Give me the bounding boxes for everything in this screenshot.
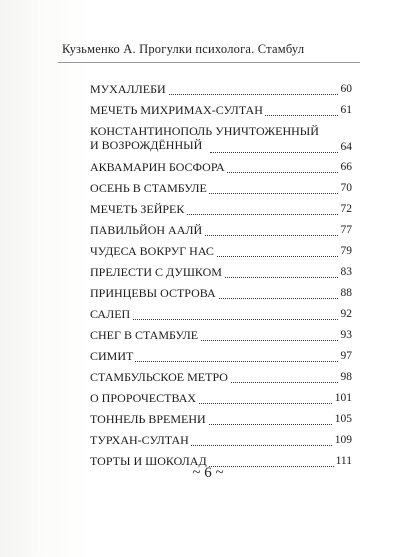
toc-page-number: 64: [340, 141, 352, 153]
dot-leader: [210, 152, 352, 153]
toc-page-number: 77: [340, 224, 352, 236]
toc-title: АКВАМАРИН БОСФОРА: [90, 160, 225, 174]
toc-page-number: 109: [334, 434, 352, 446]
toc-entry: [90, 349, 352, 363]
toc-page-number: 92: [340, 308, 352, 320]
toc-entry: [90, 286, 352, 300]
toc-title: ПАВИЛЬЙОН ААЛЙ: [90, 223, 203, 237]
toc-page-number: 88: [340, 287, 352, 299]
page-number-folio: ~ 6 ~: [192, 465, 224, 481]
toc-title: ТУРХАН-СУЛТАН: [90, 433, 189, 447]
toc-title: САЛЕП: [90, 307, 131, 321]
toc-page-number: 72: [340, 203, 352, 215]
toc-page-number: 105: [334, 413, 352, 425]
toc-page-number: 66: [340, 161, 352, 173]
toc-title: О ПРОРОЧЕСТВАХ: [90, 391, 197, 405]
toc-entry: [90, 412, 352, 426]
toc-entry: [90, 370, 352, 384]
toc-page-number: 93: [340, 329, 352, 341]
toc-page-number: 60: [340, 83, 352, 95]
toc-page-number: 111: [335, 455, 352, 467]
toc-entry: [90, 160, 352, 174]
toc-page-number: 70: [340, 182, 352, 194]
toc-entry: [90, 181, 352, 195]
header-rule: [58, 62, 360, 63]
toc-title: СНЕГ В СТАМБУЛЕ: [90, 328, 199, 342]
toc-entry: [90, 244, 352, 258]
toc-entry: [90, 223, 352, 237]
toc-title: ТОННЕЛЬ ВРЕМЕНИ: [90, 412, 206, 426]
toc-title: ОСЕНЬ В СТАМБУЛЕ: [90, 181, 207, 195]
toc-entry: [90, 328, 352, 342]
toc-title: ЧУДЕСА ВОКРУГ НАС: [90, 244, 214, 258]
toc-title: ПРИНЦЕВЫ ОСТРОВА: [90, 286, 216, 300]
toc-title: СТАМБУЛЬСКОЕ МЕТРО: [90, 370, 228, 384]
toc-entry: [90, 265, 352, 279]
toc-title: МЕЧЕТЬ МИХРИМАХ-СУЛТАН: [90, 103, 263, 117]
toc-title: СИМИТ: [90, 349, 134, 363]
toc-title: ПРЕЛЕСТИ С ДУШКОМ: [90, 265, 222, 279]
toc-entry: [90, 391, 352, 405]
toc-entry: [90, 124, 352, 154]
toc-page-number: 83: [340, 266, 352, 278]
toc-title: МУХАЛЛЕБИ: [90, 82, 166, 96]
toc-title: КОНСТАНТИНОПОЛЬ УНИЧТОЖЕННЫЙ И ВОЗРОЖДЁННЫЙ: [90, 124, 319, 152]
toc-entry: [90, 103, 352, 117]
table-of-contents: [90, 82, 352, 475]
toc-entry: [90, 82, 352, 96]
toc-page-number: 97: [340, 350, 352, 362]
toc-page-number: 101: [334, 392, 352, 404]
toc-title: МЕЧЕТЬ ЗЕЙРЕК: [90, 202, 185, 216]
running-head: Кузьменко А. Прогулки психолога. Стамбул: [62, 42, 305, 56]
toc-page-number: 79: [340, 245, 352, 257]
toc-entry: [90, 433, 352, 447]
toc-entry: [90, 307, 352, 321]
toc-entry: [90, 202, 352, 216]
toc-title: ТОРТЫ И ШОКОЛАД: [90, 454, 207, 468]
toc-page-number: 98: [340, 371, 352, 383]
toc-page-number: 61: [340, 104, 352, 116]
